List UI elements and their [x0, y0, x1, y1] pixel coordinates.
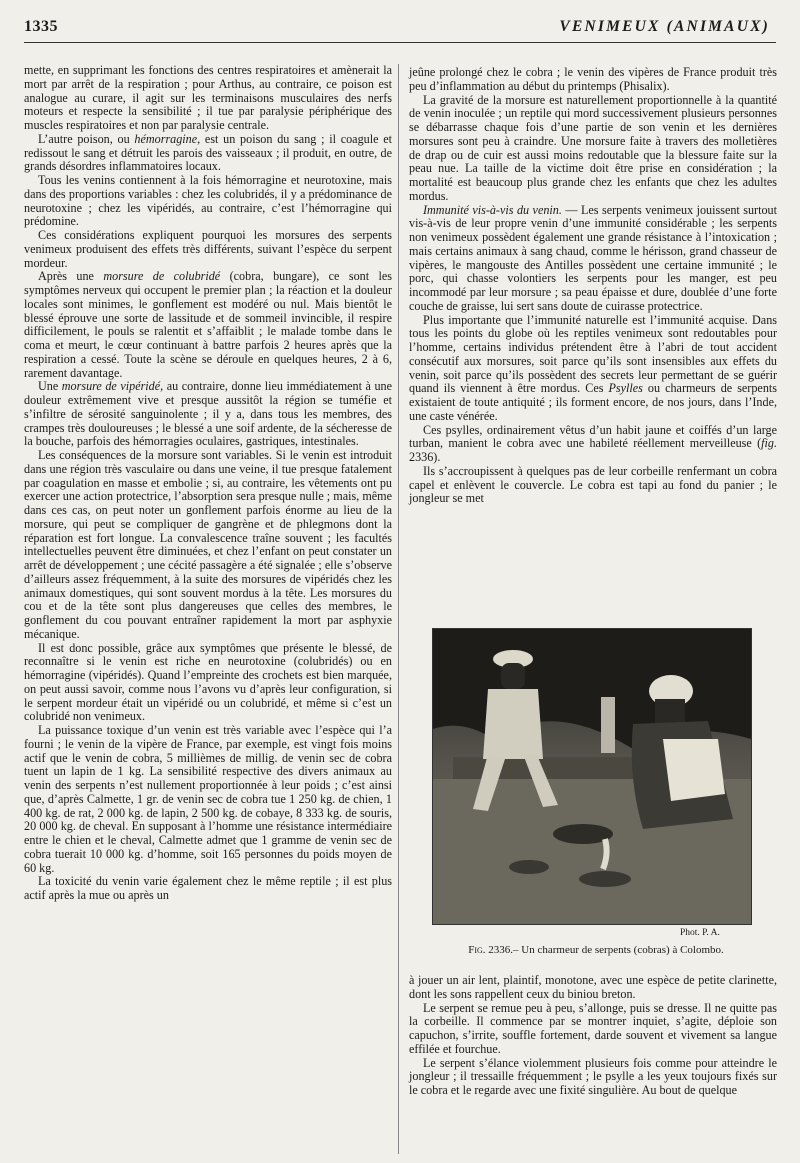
figure-label: Fig. 2336.: [468, 944, 514, 956]
paragraph: Tous les venins contiennent à la fois hémorragine et neurotoxine, mais dans des proportions variables : chez les colubridés, il y a prédominance de neurotoxine ; chez les vipéridés, au contraire, c’est l’hémorragine qui prédomine.: [24, 173, 392, 229]
paragraph: à jouer un air lent, plaintif, monotone, avec une espèce de petite clarinette, dont les sons rappellent ceux du biniou breton.: [409, 973, 777, 1001]
paragraph: Les conséquences de la morsure sont variables. Si le venin est introduit dans une région très vasculaire ou dans une veine, il tue presque fatalement par coagulation en masse et embolie ; si, au contraire, les vêtements ont pu exercer une action protectrice, l’absorption sera presque nulle ; mais, même dans ces cas, on peut noter un gonflement parfois énorme au lieu de la morsure, qui peut se compliquer de gangrène et de phlegmons dont la réparation est fort longue. La convalescence traîne souvent ; les facultés intellectuelles peuvent être diminuées, et chez l’enfant on peut constater un arrêt de développement ; une cécité passagère a été signalée ; elle s’observe d’ailleurs assez fréquemment, à la suite des morsures de vipéridés chez les animaux domestiques, qui sont souvent mordus à la tête. Les morsures du cou et de la tête sont plus dangereuses que celles des membres, le gonflement du cou pouvant entraîner rapidement la mort par asphyxie mécanique.: [24, 448, 392, 641]
paragraph: Après une morsure de colubridé (cobra, bungare), ce sont les symptômes nerveux qui occupent le premier plan ; la réaction et la douleur locales sont minimes, le gonflement est modéré ou nul. Mais bientôt le blessé éprouve une sorte de lassitude et de sommeil invincible, il respire difficilement, le pouls se ralentit et s’affaiblit ; le malade tombe dans le coma et meurt, le cœur continuant à battre parfois 2 heures après que la respiration a cessé. Toute la scène se déroule en quelques heures, 2 à 6, rarement davantage.: [24, 269, 392, 380]
photo-credit: Phot. P. A.: [680, 928, 720, 938]
figure-caption-text: – Un charmeur de serpents (cobras) à Colombo.: [513, 944, 724, 956]
paragraph: Le serpent se remue peu à peu, s’allonge, puis se dresse. Il ne quitte pas la corbeille. Il commence par se montrer inquiet, s’agite, déploie son capuchon, s’irrite, souffle fortement, darde souvent et vivement sa langue effilée et fourchue.: [409, 1000, 777, 1056]
paragraph: La toxicité du venin varie également chez le même reptile ; il est plus actif après la mue ou après un: [24, 874, 392, 902]
paragraph: La puissance toxique d’un venin est très variable avec l’espèce qui l’a fourni ; le venin de la vipère de France, par exemple, est vingt fois moins actif que le venin de cobra, 5 millièmes de millig. de venin sec de cobra tuent un lapin de 1 kg. La sensibilité respective des divers animaux au venin des serpents n’est nullement proportionnée à leur poids ; c’est ainsi que, d’après Calmette, 1 gr. de venin sec de cobra tue 1 250 kg. de chien, 1 400 kg. de rat, 2 000 kg. de lapin, 2 500 kg. de cobaye, 8 333 kg. de souris, 20 000 kg. de cheval. En supposant à l’homme une résistance intermédiaire entre le chien et le cheval, Calmette admet que 1 gramme de venin sec de cobra tuerait 10 000 kg. d’homme, soit 165 personnes du poids moyen de 60 kg.: [24, 723, 392, 875]
figure-caption: [426, 944, 766, 956]
paragraph: Ces psylles, ordinairement vêtus d’un habit jaune et coiffés d’un large turban, manient le cobra avec une habileté réellement merveilleuse (fig. 2336).: [409, 422, 777, 464]
paragraph: La gravité de la morsure est naturellement proportionnelle à la quantité de venin inoculée ; un reptile qui mord successivement plusieurs personnes se débarrasse chaque fois d’une partie de son venin et les dernières morsures sont peu à craindre. Une morsure faite à travers des molletières de drap ou de cuir est aussi moins redoutable que la blessure faite sur la peau nue. La taille de la victime doit être prise en considération ; la mortalité est beaucoup plus grande chez les enfants que chez les adultes mordus.: [409, 92, 777, 203]
paragraph: Ces considérations expliquent pourquoi les morsures des serpents venimeux produisent des effets très différents, suivant l’espèce du serpent mordeur.: [24, 228, 392, 270]
paragraph: Une morsure de vipéridé, au contraire, donne lieu immédiatement à une douleur extrêmement vive et presque aussitôt la région se tuméfie et s’infiltre de sérosité sanguinolente ; il y a, dans tous les membres, des crampes très douloureuses ; le blessé a une soif ardente, de la sécheresse de la bouche, parfois des hémorragies oculaires, gastriques, intestinales.: [24, 379, 393, 449]
snake-charmer-photo: [432, 628, 752, 925]
paragraph: jeûne prolongé chez le cobra ; le venin des vipères de France produit très peu d’inflammation au début du printemps (Phisalix).: [409, 65, 777, 93]
right-column-bottom: [409, 974, 777, 1098]
left-column: [24, 64, 392, 903]
page-number: 1335: [24, 18, 58, 35]
paragraph: mette, en supprimant les fonctions des centres respiratoires et amènerait la mort par arrêt de la respiration ; pour Arthus, au contraire, ce poison est analogue au curare, il agit sur les terminaisons musculaires des nerfs moteurs et respecte la sensibilité ; il tue par paralysie périphérique des muscles respiratoires et non par paralysie centrale.: [24, 63, 392, 132]
page-header: [24, 18, 776, 43]
paragraph: Immunité vis-à-vis du venin. — Les serpents venimeux jouissent surtout vis-à-vis de leur propre venin d’une immunité considérable ; les serpents non venimeux possèdent également une grande résistance à l’intoxication ; mais certains animaux à sang chaud, comme le hérisson, grand chasseur de vipères, le mangouste des Antilles possèdent une certaine immunité ; le porc, qui chasse volontiers les serpents pour les manger, est peu incommodé par leur morsure ; sa peau épaisse et dure, doublée d’une forte couche de graisse, lui sert sans doute de cuirasse protectrice.: [409, 202, 777, 313]
paragraph: L’autre poison, ou hémorragine, est un poison du sang ; il coagule et redissout le sang et détruit les parois des vaisseaux ; il produit, en outre, de grands désordres inflammatoires locaux.: [24, 131, 392, 174]
right-column-top: [409, 66, 777, 506]
paragraph: Il est donc possible, grâce aux symptômes que présente le blessé, de reconnaître si le venin est riche en neurotoxine (colubridés) ou en hémorragine (vipéridés). Quand l’empreinte des crochets est bien marquée, on peut aussi savoir, comme nous l’avons vu d’après leur configuration, si le serpent mordeur était un vipéridé ou un colubridé, et même si c’est un colubridé non venimeux.: [24, 640, 392, 724]
column-rule: [398, 64, 399, 1154]
running-head: VENIMEUX (ANIMAUX): [559, 18, 770, 35]
paragraph: Ils s’accroupissent à quelques pas de leur corbeille renfermant un cobra capel et enlèvent le couvercle. Le cobra est tapi au fond du panier ; le jongleur se met: [409, 463, 777, 506]
paragraph: Le serpent s’élance violemment plusieurs fois comme pour atteindre le jongleur ; il tressaille fréquemment ; le psylle a les yeux toujours fixés sur le cobra et le regarde avec une fixité singulière. Au bout de quelque: [409, 1055, 777, 1097]
paragraph: Plus importante que l’immunité naturelle est l’immunité acquise. Dans tous les points du globe où les reptiles venimeux sont redoutables pour l’homme, certains individus prétendent être à l’abri de tout accident consécutif aux morsures, soit parce qu’ils sont insensibles aux effets du venin, soit parce qu’ils possèdent des secrets leur permettant de se guérir quand ils viennent à être mordus. Ces Psylles ou charmeurs de serpents existaient de toute antiquité ; ils forment encore, de nos jours, dans l’Inde, une caste vénérée.: [409, 312, 777, 423]
